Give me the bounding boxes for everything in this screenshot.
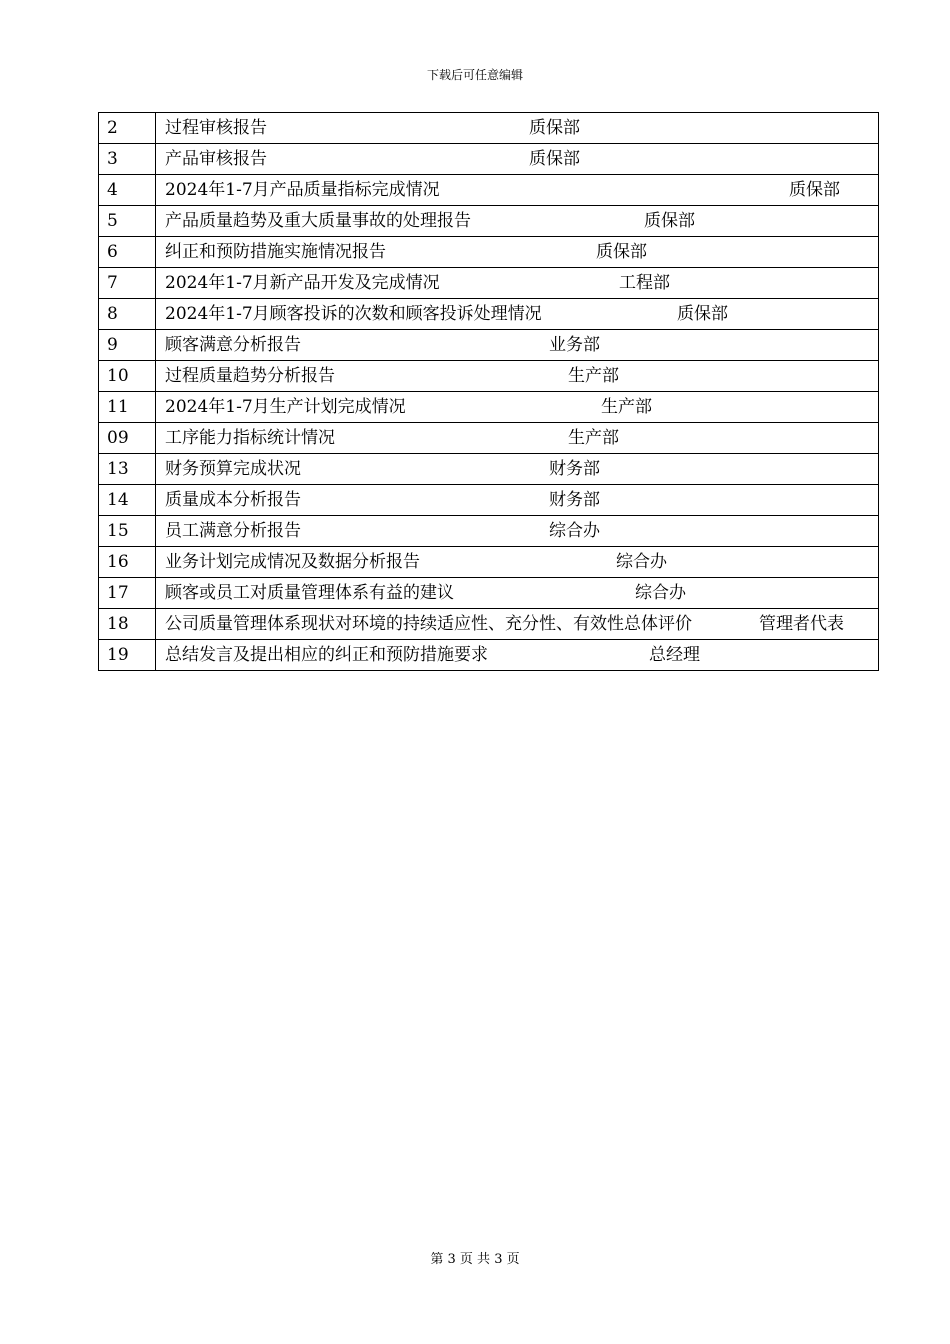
table-row	[99, 392, 879, 423]
row-number: 2	[99, 113, 156, 144]
agenda-topic: 工序能力指标统计情况	[165, 428, 335, 448]
agenda-item-cell	[156, 299, 879, 330]
responsible-department: 财务部	[549, 490, 600, 510]
table-row	[99, 454, 879, 485]
row-number: 11	[99, 392, 156, 423]
responsible-department: 生产部	[568, 366, 619, 386]
table-row	[99, 547, 879, 578]
table-row	[99, 175, 879, 206]
agenda-topic: 顾客或员工对质量管理体系有益的建议	[165, 583, 454, 603]
row-number: 09	[99, 423, 156, 454]
row-number: 5	[99, 206, 156, 237]
agenda-item-cell	[156, 330, 879, 361]
row-number: 16	[99, 547, 156, 578]
agenda-item-cell	[156, 485, 879, 516]
responsible-department: 质保部	[596, 242, 647, 262]
responsible-department: 生产部	[568, 428, 619, 448]
responsible-department: 质保部	[677, 304, 728, 324]
agenda-topic: 2024年1-7月顾客投诉的次数和顾客投诉处理情况	[165, 304, 542, 324]
agenda-item-cell	[156, 206, 879, 237]
agenda-item-cell	[156, 237, 879, 268]
agenda-item-cell	[156, 454, 879, 485]
agenda-topic: 质量成本分析报告	[165, 490, 301, 510]
responsible-department: 综合办	[635, 583, 686, 603]
table-row	[99, 516, 879, 547]
responsible-department: 质保部	[789, 180, 840, 200]
row-number: 19	[99, 640, 156, 671]
agenda-topic: 产品审核报告	[165, 149, 267, 169]
agenda-item-cell	[156, 175, 879, 206]
row-number: 15	[99, 516, 156, 547]
agenda-item-cell	[156, 268, 879, 299]
page-footer: 第 3 页 共 3 页	[430, 1252, 520, 1267]
table-row	[99, 268, 879, 299]
agenda-topic: 业务计划完成情况及数据分析报告	[165, 552, 420, 572]
table-row	[99, 237, 879, 268]
table-row	[99, 578, 879, 609]
responsible-department: 综合办	[616, 552, 667, 572]
table-row	[99, 299, 879, 330]
agenda-topic: 总结发言及提出相应的纠正和预防措施要求	[165, 645, 488, 665]
agenda-topic: 2024年1-7月产品质量指标完成情况	[165, 180, 440, 200]
responsible-department: 质保部	[529, 118, 580, 138]
agenda-item-cell	[156, 423, 879, 454]
table-row	[99, 113, 879, 144]
row-number: 17	[99, 578, 156, 609]
agenda-item-cell	[156, 113, 879, 144]
row-number: 10	[99, 361, 156, 392]
table-row	[99, 640, 879, 671]
agenda-topic: 2024年1-7月新产品开发及完成情况	[165, 273, 440, 293]
agenda-topic: 纠正和预防措施实施情况报告	[165, 242, 386, 262]
agenda-table	[98, 112, 879, 671]
agenda-topic: 过程审核报告	[165, 118, 267, 138]
table-row	[99, 485, 879, 516]
row-number: 9	[99, 330, 156, 361]
row-number: 3	[99, 144, 156, 175]
page-header: 下载后可任意编辑	[426, 68, 523, 82]
agenda-topic: 产品质量趋势及重大质量事故的处理报告	[165, 211, 471, 231]
agenda-item-cell	[156, 640, 879, 671]
table-row	[99, 423, 879, 454]
responsible-department: 综合办	[549, 521, 600, 541]
responsible-department: 质保部	[529, 149, 580, 169]
responsible-department: 管理者代表	[759, 614, 844, 634]
agenda-item-cell	[156, 361, 879, 392]
table-row	[99, 206, 879, 237]
agenda-topic: 过程质量趋势分析报告	[165, 366, 335, 386]
agenda-topic: 财务预算完成状况	[165, 459, 301, 479]
row-number: 14	[99, 485, 156, 516]
row-number: 7	[99, 268, 156, 299]
row-number: 8	[99, 299, 156, 330]
row-number: 13	[99, 454, 156, 485]
agenda-table-body	[99, 113, 879, 671]
row-number: 4	[99, 175, 156, 206]
agenda-item-cell	[156, 392, 879, 423]
agenda-topic: 公司质量管理体系现状对环境的持续适应性、充分性、有效性总体评价	[165, 614, 692, 634]
table-row	[99, 330, 879, 361]
row-number: 18	[99, 609, 156, 640]
agenda-item-cell	[156, 547, 879, 578]
agenda-item-cell	[156, 578, 879, 609]
table-row	[99, 361, 879, 392]
agenda-topic: 顾客满意分析报告	[165, 335, 301, 355]
table-row	[99, 609, 879, 640]
agenda-item-cell	[156, 609, 879, 640]
row-number: 6	[99, 237, 156, 268]
responsible-department: 业务部	[549, 335, 600, 355]
responsible-department: 财务部	[549, 459, 600, 479]
responsible-department: 总经理	[649, 645, 700, 665]
table-row	[99, 144, 879, 175]
agenda-topic: 2024年1-7月生产计划完成情况	[165, 397, 406, 417]
responsible-department: 质保部	[644, 211, 695, 231]
responsible-department: 生产部	[601, 397, 652, 417]
agenda-topic: 员工满意分析报告	[165, 521, 301, 541]
agenda-item-cell	[156, 144, 879, 175]
responsible-department: 工程部	[619, 273, 670, 293]
agenda-item-cell	[156, 516, 879, 547]
